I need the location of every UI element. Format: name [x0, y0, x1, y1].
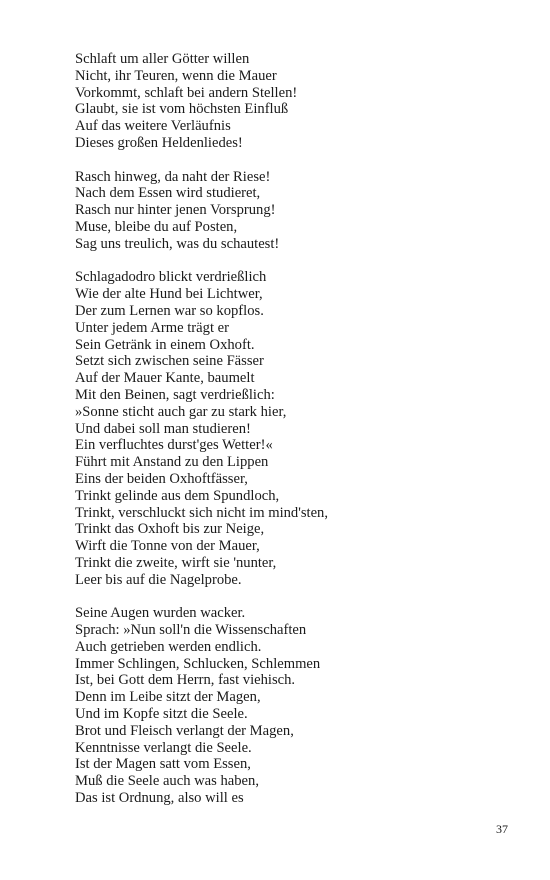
poem-line: Seine Augen wurden wacker.: [75, 605, 246, 622]
poem-line: Unter jedem Arme trägt er: [75, 319, 229, 336]
poem-line: Muß die Seele auch was haben,: [75, 773, 259, 790]
poem-line: Glaubt, sie ist vom höchsten Einfluß: [75, 101, 289, 118]
stanza: [75, 169, 515, 253]
poem-line: Wirft die Tonne von der Mauer,: [75, 538, 260, 555]
stanza: [75, 51, 515, 152]
poem-line: Sag uns treulich, was du schautest!: [75, 235, 280, 252]
poem-line: Sprach: »Nun soll'n die Wissenschaften: [75, 622, 307, 639]
poem-line: Rasch hinweg, da naht der Riese!: [75, 168, 271, 185]
poem-line: Kenntnisse verlangt die Seele.: [75, 739, 252, 756]
poem-line: Muse, bleibe du auf Posten,: [75, 218, 238, 235]
poem-line: Trinkt das Oxhoft bis zur Neige,: [75, 521, 265, 538]
poem-line: Schlagadodro blickt verdrießlich: [75, 269, 267, 286]
poem-line: Ist, bei Gott dem Herrn, fast viehisch.: [75, 672, 296, 689]
poem-line: Trinkt die zweite, wirft sie 'nunter,: [75, 554, 277, 571]
poem-line: Und im Kopfe sitzt die Seele.: [75, 706, 248, 723]
poem-line: Schlaft um aller Götter willen: [75, 51, 250, 67]
poem-line: Immer Schlingen, Schlucken, Schlemmen: [75, 655, 321, 672]
poem-line: Auf der Mauer Kante, baumelt: [75, 370, 255, 387]
poem-line: Setzt sich zwischen seine Fässer: [75, 353, 264, 370]
poem-line: Trinkt, verschluckt sich nicht im mind'sten,: [75, 504, 329, 521]
poem-line: »Sonne sticht auch gar zu stark hier,: [75, 403, 287, 420]
poem-line: Brot und Fleisch verlangt der Magen,: [75, 722, 294, 739]
poem-line: Der zum Lernen war so kopflos.: [75, 302, 264, 319]
poem-line: Nach dem Essen wird studieret,: [75, 185, 261, 202]
poem-line: Wie der alte Hund bei Lichtwer,: [75, 286, 263, 303]
stanza: [75, 269, 515, 588]
poem-line: Eins der beiden Oxhoftfässer,: [75, 470, 248, 487]
poem-line: Vorkommt, schlaft bei andern Stellen!: [75, 84, 298, 101]
poem-line: Ist der Magen satt vom Essen,: [75, 756, 251, 773]
poem-line: Trinkt gelinde aus dem Spundloch,: [75, 487, 280, 504]
poem-line: Ein verfluchtes durst'ges Wetter!«: [75, 437, 273, 454]
poem-line: Auch getrieben werden endlich.: [75, 638, 262, 655]
page-number: 37: [496, 822, 508, 836]
stanza: [75, 605, 515, 807]
poem-text: [75, 51, 515, 824]
poem-line: Führt mit Anstand zu den Lippen: [75, 454, 269, 471]
poem-line: Sein Getränk in einem Oxhoft.: [75, 336, 255, 353]
poem-line: Rasch nur hinter jenen Vorsprung!: [75, 202, 276, 219]
poem-line: Auf das weitere Verläufnis: [75, 118, 231, 135]
poem-line: Mit den Beinen, sagt verdrießlich:: [75, 386, 275, 403]
poem-line: Das ist Ordnung, also will es: [75, 790, 244, 807]
poem-line: Und dabei soll man studieren!: [75, 420, 251, 437]
poem-line: Dieses großen Heldenliedes!: [75, 134, 243, 151]
poem-line: Denn im Leibe sitzt der Magen,: [75, 689, 261, 706]
poem-line: Leer bis auf die Nagelprobe.: [75, 571, 242, 588]
poem-line: Nicht, ihr Teuren, wenn die Mauer: [75, 67, 277, 84]
